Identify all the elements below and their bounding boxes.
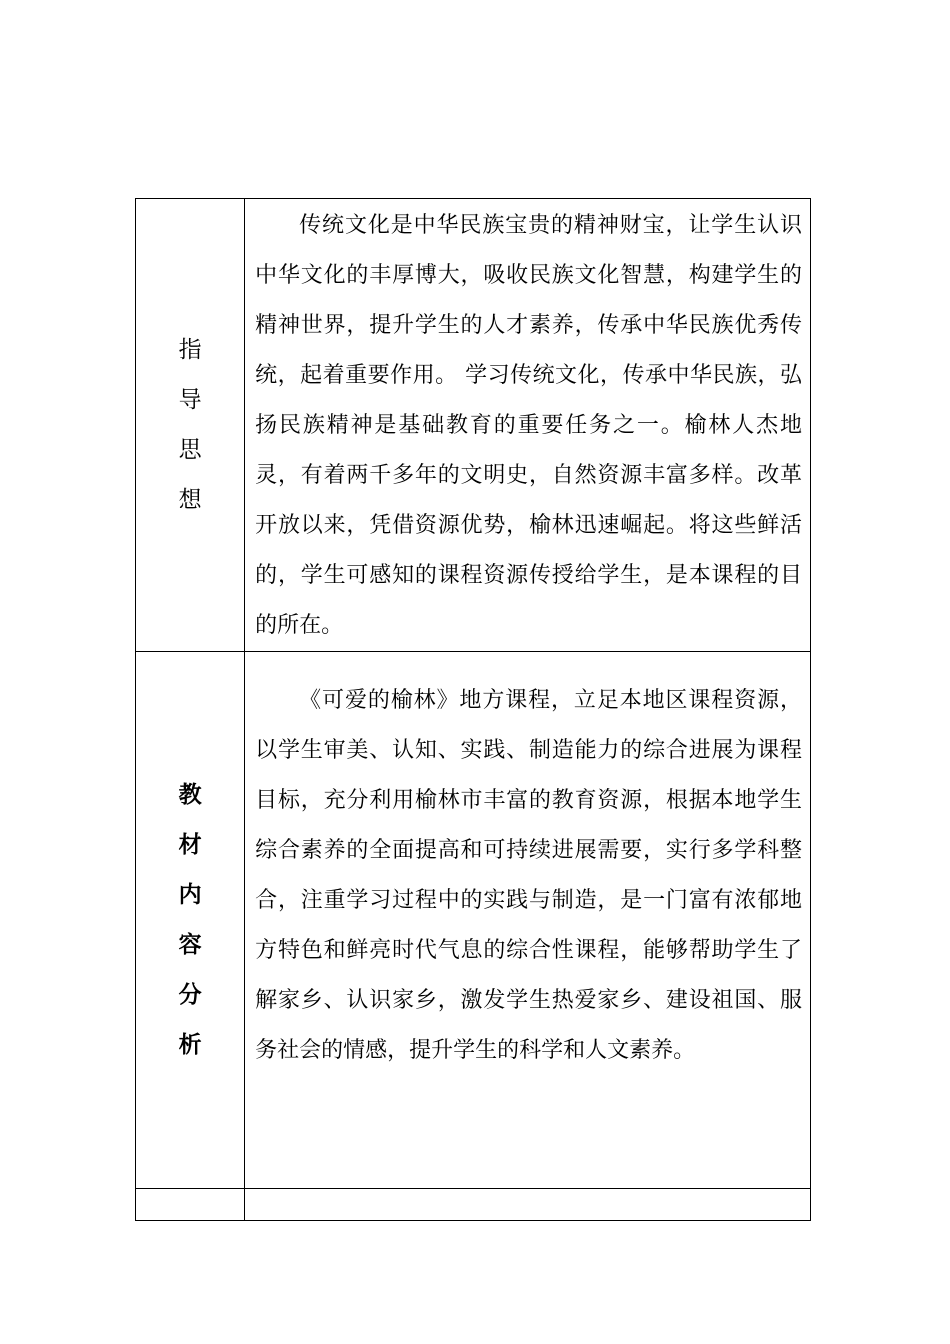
- row-label-material-analysis: 教 材 内 容 分 析: [178, 782, 202, 1058]
- row-label-cell: [136, 652, 245, 1189]
- table-row-guiding-thought: [136, 199, 811, 652]
- row-label-guiding-thought: 指 导 思 想: [178, 337, 202, 513]
- material-analysis-text: 《可爱的榆林》地方课程，立足本地区课程资源，以学生审美、认知、实践、制造能力的综合进展为课程目标，充分利用榆林市丰富的教育资源，根据本地学生综合素养的全面提高和可持续进展需要，实行多学科整合，注重学习过程中的实践与制造，是一门富有浓郁地方特色和鲜亮时代气息的综合性课程，能够帮助学生了解家乡、认识家乡，激发学生热爱家乡、建设祖国、服务社会的情感，提升学生的科学和人文素养。: [255, 688, 802, 1063]
- table-row-material-analysis: [136, 652, 811, 1189]
- row-body-cell: [245, 1189, 811, 1221]
- row-label-cell: [136, 199, 245, 652]
- table-row-empty: [136, 1189, 811, 1221]
- guiding-thought-text: 传统文化是中华民族宝贵的精神财宝，让学生认识中华文化的丰厚博大，吸收民族文化智慧，构建学生的精神世界，提升学生的人才素养，传承中华民族优秀传统，起着重要作用。 学习传统文化，传承中华民族，弘扬民族精神是基础教育的重要任务之一。榆林人杰地灵，有着两千多年的文明史，自然资源丰富多样。改革开放以来，凭借资源优势，榆林迅速崛起。将这些鲜活的，学生可感知的课程资源传授给学生，是本课程的目的所在。: [255, 213, 802, 638]
- lesson-plan-table: [135, 198, 811, 1221]
- row-body-cell: [245, 652, 811, 1189]
- row-body-cell: [245, 199, 811, 652]
- row-label-cell: [136, 1189, 245, 1221]
